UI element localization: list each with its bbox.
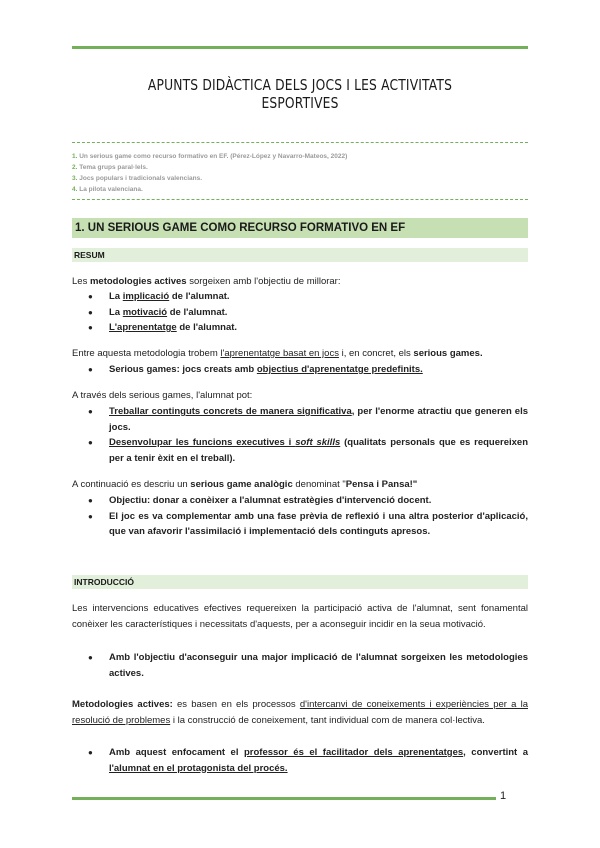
paragraph: A través dels serious games, l'alumnat pot: xyxy=(72,390,253,401)
bullet-list xyxy=(72,289,528,336)
paragraph: Metodologies actives: es basen en els processos d'intercanvi de coneixements i experiències per a la resolució de problemes i la construcció de coneixement, tant individual com de manera col·lectiva. xyxy=(72,699,528,726)
table-of-contents xyxy=(72,151,347,195)
list-item: ● Desenvolupar les funcions executives i soft skills (qualitats personals que es requereixen per a tenir èxit en el treball). xyxy=(72,435,528,466)
toc-item[interactable]: 2. Tema grups paral·lels. xyxy=(72,164,148,171)
list-item: ● L'aprenentatge de l'alumnat. xyxy=(72,320,528,336)
toc-item[interactable]: 3. Jocs populars i tradicionals valencians. xyxy=(72,175,203,182)
list-item: ● Objectiu: donar a conèixer a l'alumnat estratègies d'intervenció docent. xyxy=(72,493,528,509)
paragraph: A continuació es descriu un serious game analògic denominat "Pensa i Pansa!" xyxy=(72,479,418,490)
toc-top-divider xyxy=(72,142,528,143)
list-item: ● Serious games: jocs creats amb objectius d'aprenentatge predefinits. xyxy=(72,362,528,378)
list-item: ● Amb l'objectiu d'aconseguir una major implicació de l'alumnat sorgeixen les metodologies actives. xyxy=(72,650,528,681)
bullet-list xyxy=(72,404,528,466)
page-number: 1 xyxy=(500,790,507,802)
bullet-list xyxy=(72,362,528,378)
paragraph: Entre aquesta metodologia trobem l'aprenentatge basat en jocs i, en concret, els serious games. xyxy=(72,348,483,359)
section-heading: 1. UN SERIOUS GAME COMO RECURSO FORMATIVO EN EF xyxy=(72,218,528,238)
list-item: ● El joc es va complementar amb una fase prèvia de reflexió i una altra posterior d'aplicació, que van afavorir l'assimilació i implementació dels continguts apresos. xyxy=(72,509,528,540)
bullet-list xyxy=(72,745,528,776)
paragraph: Les metodologies actives sorgeixen amb l'objectiu de millorar: xyxy=(72,276,341,287)
bullet-list xyxy=(72,650,528,681)
bullet-list xyxy=(72,493,528,540)
toc-item[interactable]: 1. Un serious game como recurso formativo en EF. (Pérez-López y Navarro-Mateos, 2022) xyxy=(72,153,348,160)
list-item: ● Treballar continguts concrets de manera significativa, per l'enorme atractiu que generen els jocs. xyxy=(72,404,528,435)
subsection-heading-introduccio: INTRODUCCIÓ xyxy=(72,575,528,589)
document-title: APUNTS DIDÀCTICA DELS JOCS I LES ACTIVITATS ESPORTIVES xyxy=(147,76,453,112)
top-rule xyxy=(72,46,528,49)
toc-bottom-divider xyxy=(72,199,528,200)
list-item: ● La motivació de l'alumnat. xyxy=(72,305,528,321)
footer-rule xyxy=(72,797,496,800)
list-item: ● Amb aquest enfocament el professor és el facilitador dels aprenentatges, convertint a l'alumnat en el protagonista del procés. xyxy=(72,745,528,776)
paragraph: Les intervencions educatives efectives requereixen la participació activa de l'alumnat, sent fonamental conèixer les característiques i necessitats d'aquests, per a aconseguir incidir en la seua motivació. xyxy=(72,603,528,630)
toc-item[interactable]: 4. La pilota valenciana. xyxy=(72,186,143,193)
subsection-heading-resum: RESUM xyxy=(72,248,528,262)
list-item: ● La implicació de l'alumnat. xyxy=(72,289,528,305)
